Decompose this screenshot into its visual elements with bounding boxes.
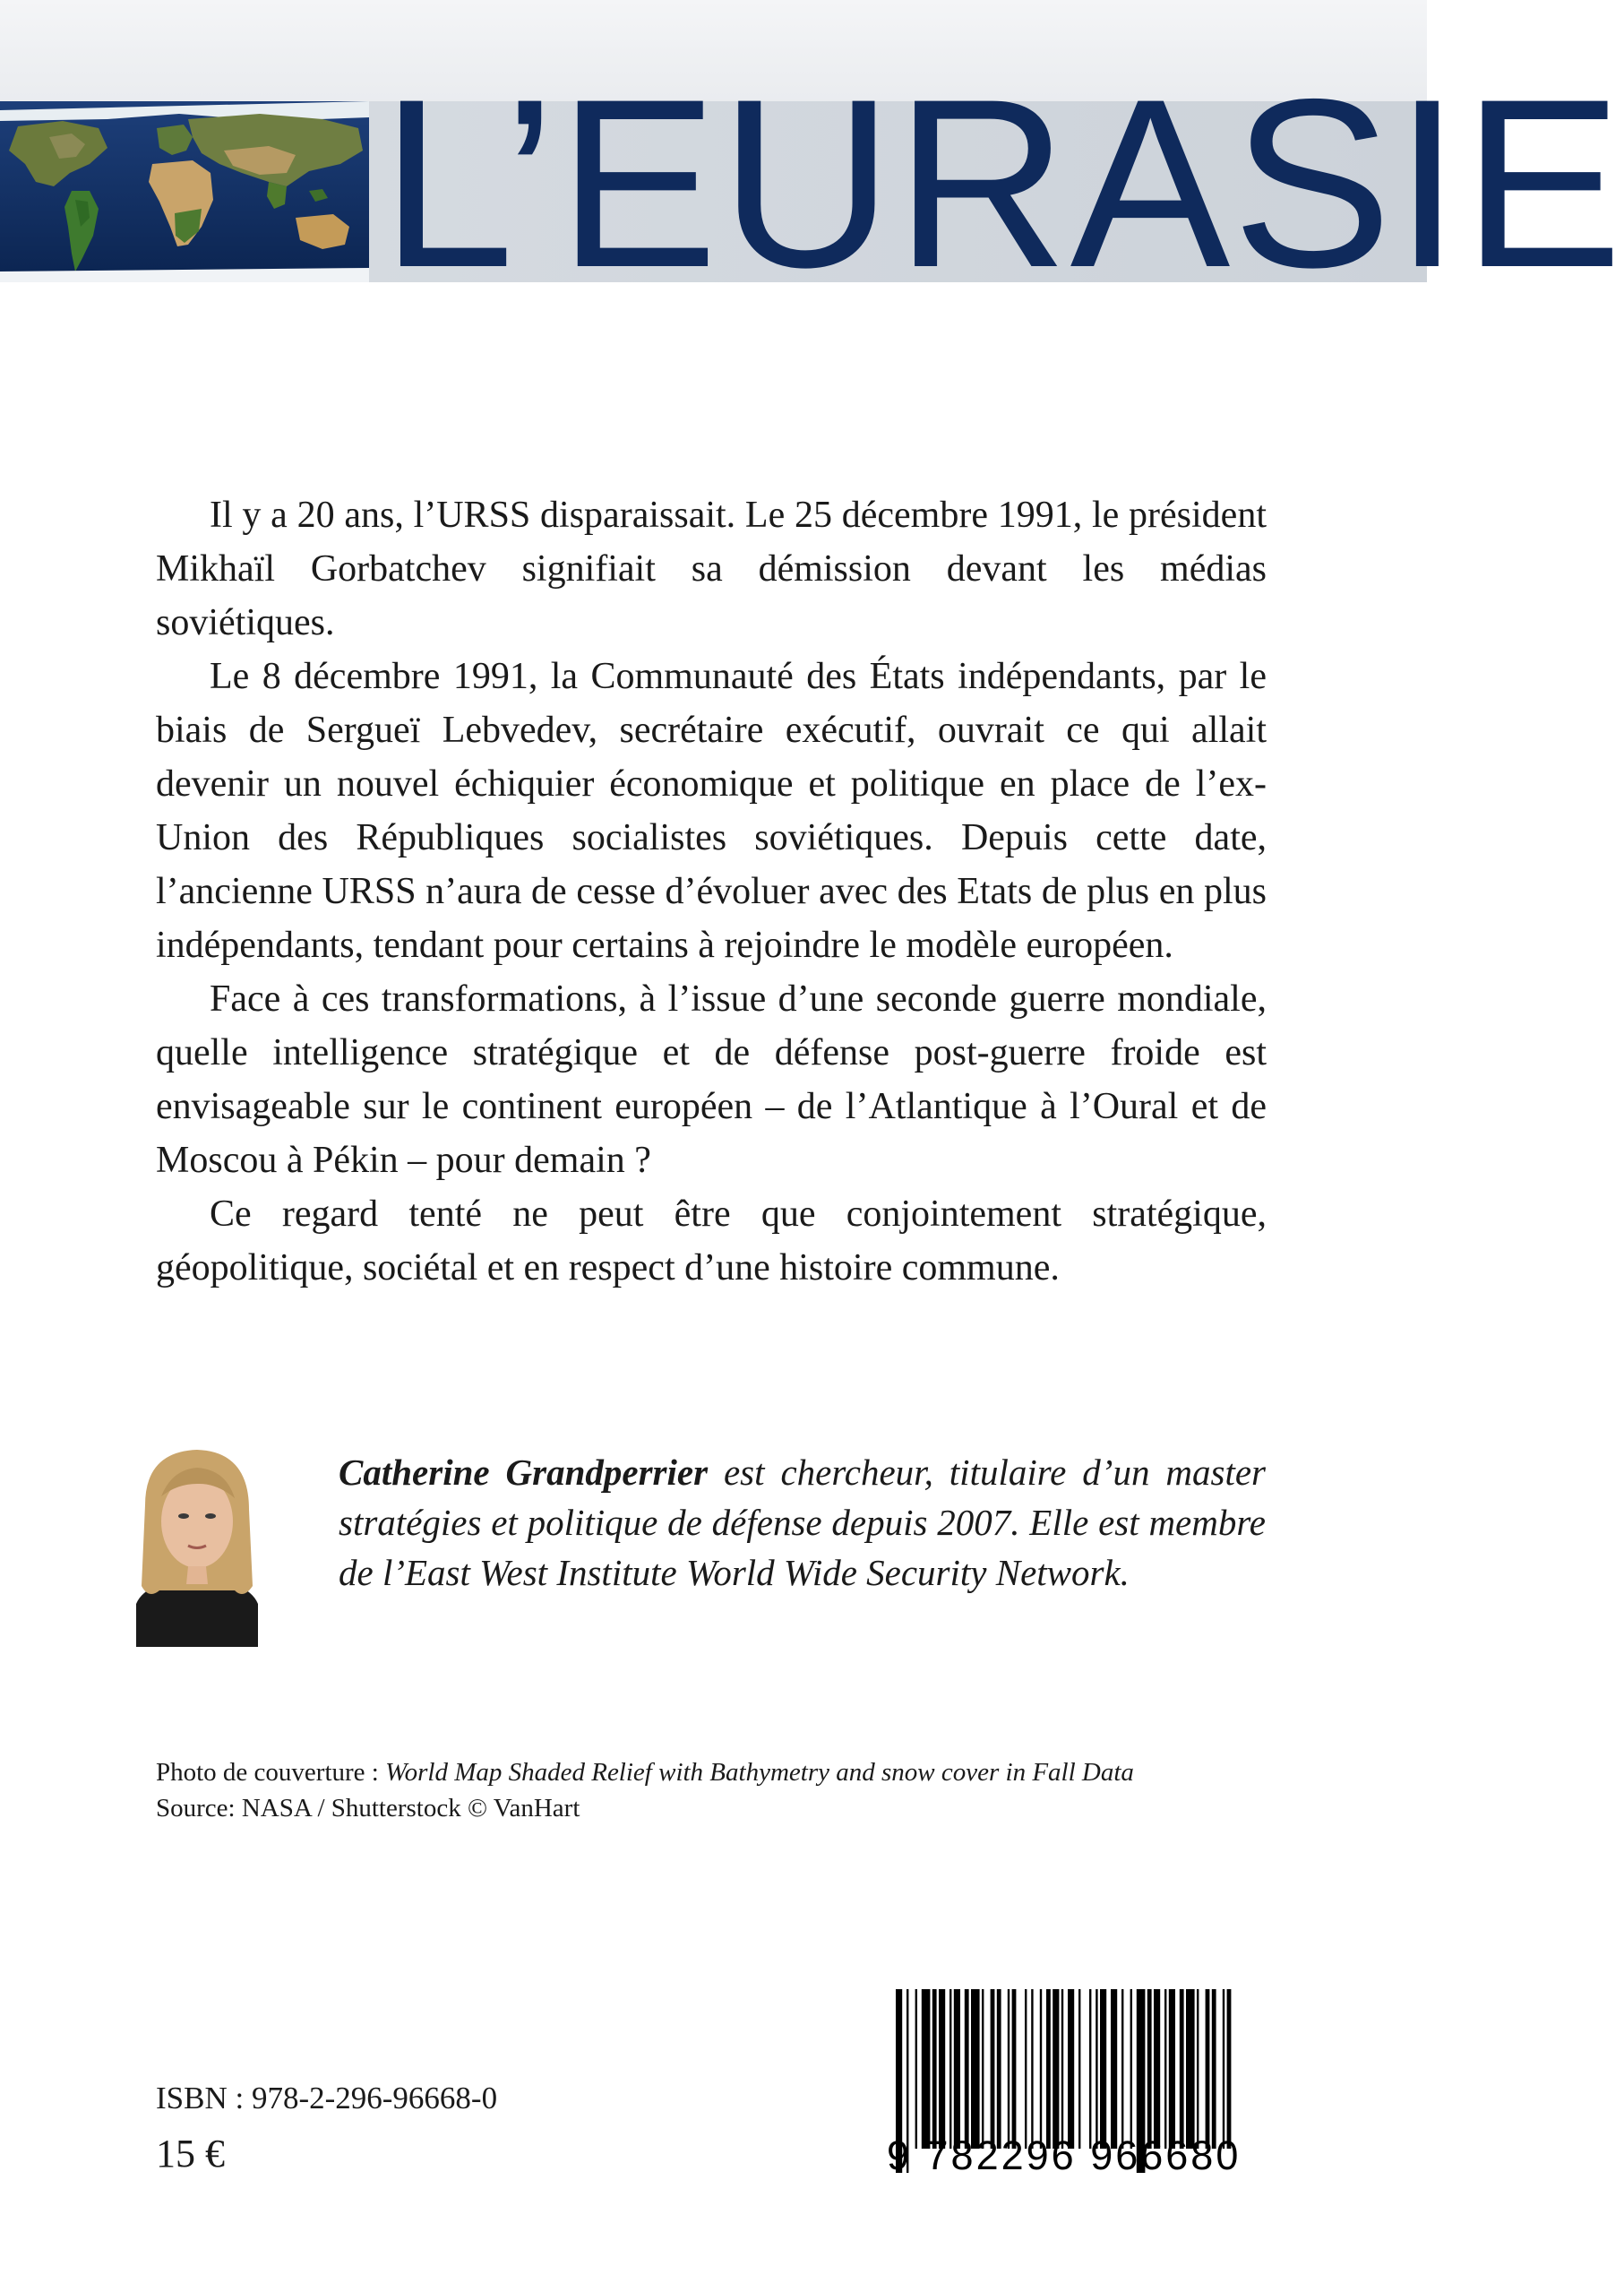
barcode-digits: 9 782296 966680	[887, 2133, 1242, 2178]
photo-credit-line	[156, 1754, 1271, 1790]
barcode-bar	[1100, 1989, 1106, 2149]
price: 15 €	[156, 2132, 225, 2176]
barcode-bar	[1223, 1989, 1224, 2149]
book-title: L’EURASIE	[381, 48, 1624, 317]
world-map-image	[0, 101, 369, 282]
summary-paragraph: Il y a 20 ans, l’URSS disparaissait. Le 25 décembre 1991, le président Mikhaïl Gorbatchev signifiait sa démission devant les médias soviétiques.	[156, 495, 1267, 643]
barcode-bar	[1008, 1989, 1010, 2149]
barcode-bar	[1164, 1989, 1166, 2149]
barcode-bar	[932, 1989, 937, 2149]
cover-header	[0, 0, 1624, 317]
barcode-bar	[1111, 1989, 1117, 2149]
barcode-bar	[1096, 1989, 1097, 2149]
barcode-bar	[1089, 1989, 1091, 2149]
barcode-bar	[971, 1989, 980, 2149]
barcode-bar	[1040, 1989, 1042, 2149]
barcode-bar	[997, 1989, 1001, 2149]
summary-paragraph: Ce regard tenté ne peut être que conjointement stratégique, géopolitique, sociétal et en respect d’une histoire commune.	[156, 1194, 1267, 1288]
barcode-bar	[982, 1989, 984, 2149]
barcode-bar	[1046, 1989, 1051, 2149]
barcode-bar	[1154, 1989, 1160, 2149]
barcode-bar	[1227, 1989, 1232, 2149]
barcode-bar	[939, 1989, 945, 2149]
barcode-bar	[965, 1989, 969, 2149]
barcode-bar	[1031, 1989, 1033, 2149]
photo-credits	[156, 1754, 1271, 1826]
barcode-bar	[1147, 1989, 1152, 2149]
back-cover-summary	[156, 488, 1267, 1295]
barcode-bar	[949, 1989, 951, 2149]
barcode-bar	[1121, 1989, 1123, 2149]
author-bio-text: est chercheur, titulaire d’un master stratégies et politique de défense depuis 2007. Elle est membre de l’East West Institute World Wide Security Network.	[339, 1452, 1267, 1593]
barcode-bar	[1186, 1989, 1195, 2149]
barcode-bar	[1169, 1989, 1175, 2149]
barcode-bar	[1053, 1989, 1059, 2149]
barcode-bar	[915, 1989, 917, 2149]
author-name: Catherine Grandperrier	[339, 1452, 709, 1493]
barcode-bar	[954, 1989, 960, 2149]
barcode-bar	[1061, 1989, 1063, 2149]
barcode-bar	[1206, 1989, 1210, 2149]
barcode-bar	[1130, 1989, 1132, 2149]
barcode-bar	[1078, 1989, 1080, 2149]
author-bio	[339, 1447, 1266, 1598]
barcode-bar	[1068, 1989, 1074, 2149]
summary-paragraph: Le 8 décembre 1991, la Communauté des États indépendants, par le biais de Sergueï Lebvedev, secrétaire exécutif, ouvrait ce qui allait devenir un nouvel échiquier économique et politique en place de l’ex-Union des Républiques socialistes soviétiques. Depuis cette date, l’ancienne URSS n’aura de cesse d’évoluer avec des Etats de plus en plus indépendants, tendant pour certains à rejoindre le modèle européen.	[156, 656, 1267, 966]
barcode-bar	[991, 1989, 995, 2149]
barcode-bar	[1025, 1989, 1027, 2149]
isbn: ISBN : 978-2-296-96668-0	[156, 2081, 498, 2116]
photo-source-line: Source: NASA / Shutterstock © VanHart	[156, 1794, 580, 1823]
photo-credit-label: Photo de couverture :	[156, 1758, 386, 1787]
photo-credit-caption: World Map Shaded Relief with Bathymetry and snow cover in Fall Data	[385, 1758, 1134, 1787]
summary-paragraph: Face à ces transformations, à l’issue d’une seconde guerre mondiale, quelle intelligence stratégique et de défense post-guerre froide est envisageable sur le continent européen – de l’Atlantique à l’Oural et de Moscou à Pékin – pour demain ?	[156, 978, 1267, 1181]
barcode-bar	[922, 1989, 931, 2149]
barcode-bar	[1197, 1989, 1199, 2149]
barcode-bar	[1212, 1989, 1216, 2149]
author-photo	[109, 1434, 285, 1647]
barcode-bar	[1012, 1989, 1017, 2149]
barcode-bar	[1180, 1989, 1184, 2149]
